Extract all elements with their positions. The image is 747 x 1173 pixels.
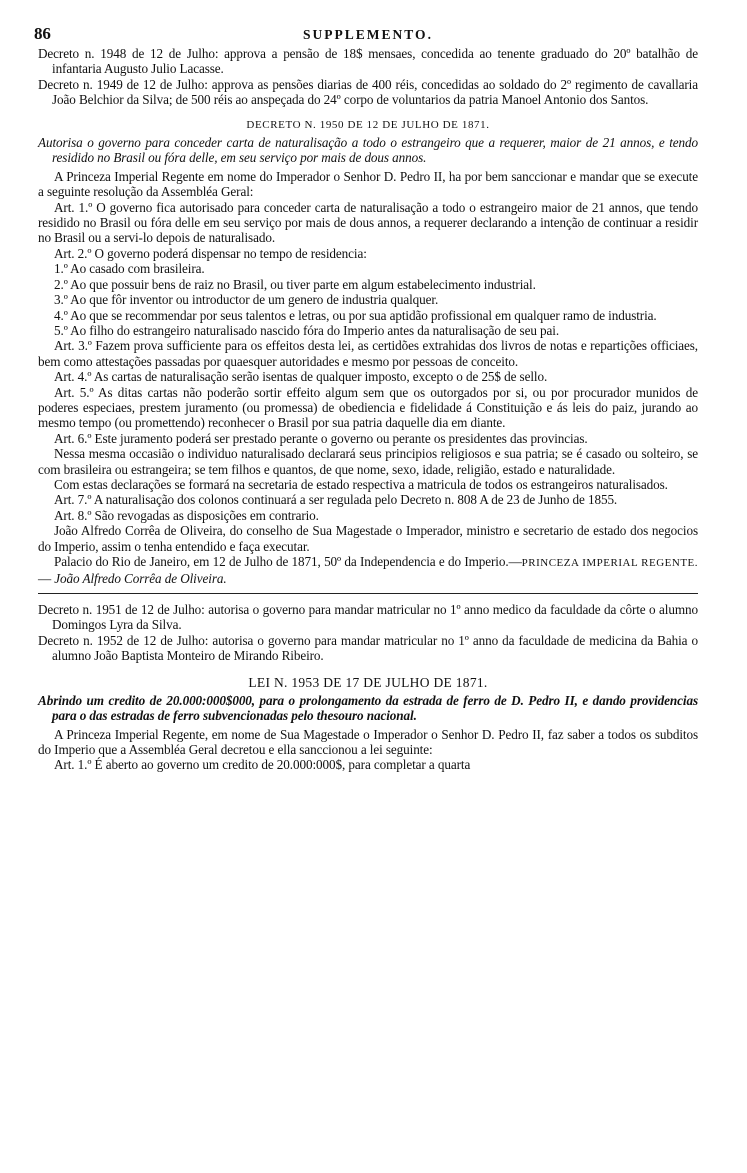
document-page — [34, 20, 699, 773]
article-1: Art. 1.º O governo fica autorisado para conceder carta de naturalisação a todo o estrangeiro maior de 21 annos, que tendo residido no Brasil ou fóra delle em seu serviço por mais de dous annos, a requerer declarando a intenção de continuar a residir no Brasil ou a servi-lo depois de naturalisado. — [38, 199, 698, 246]
article-6: Art. 6.º Este juramento poderá ser prestado perante o governo ou perante os presidentes das provincias. — [54, 430, 588, 446]
signature-prefix: — — [508, 554, 522, 569]
decree-1952-entry: Decreto n. 1952 de 12 de Julho: autorisa o governo para mandar matricular no 1º anno da faculdade de medicina da Bahia o alumno João Baptista Monteiro de Mirando Ribeiro. — [38, 632, 698, 664]
decree-1951-entry: Decreto n. 1951 de 12 de Julho: autorisa o governo para mandar matricular no 1º anno medico da faculdade da côrte o alumno Domingos Lyra da Silva. — [38, 601, 698, 633]
article-2-item-4: 4.º Ao que se recommendar por seus talentos e letras, ou por sua aptidão profissional em qualquer ramo de industria. — [54, 307, 657, 323]
running-head — [34, 20, 698, 46]
article-5: Art. 5.º As ditas cartas não poderão sortir effeito algum sem que os outorgados por si, ou por procurador munidos de poderes especiaes, prestem juramento (ou promessa) de obediencia e fidelidade á Constituição e ás leis do paiz, jurando ao mesmo tempo (ou promettendo) reconhecer o Brasil por sua patria daquelle dia em diante. — [38, 384, 698, 431]
running-title: SUPPLEMENTO. — [303, 27, 433, 42]
article-2-item-5: 5.º Ao filho do estrangeiro naturalisado nascido fóra do Imperio antes da naturalisação de seu pai. — [54, 322, 560, 338]
article-2: Art. 2.º O governo poderá dispensar no tempo de residencia: — [54, 245, 367, 261]
dating-text: Palacio do Rio de Janeiro, em 12 de Julho de 1871, 50º da Independencia e do Imperio. — [54, 554, 509, 569]
law-1953-enacting-clause: A Princeza Imperial Regente, em nome de Sua Magestade o Imperador o Senhor D. Pedro II, faz saber a todos os subditos do Imperio que a Assembléa Geral decretou e ella sanccionou a lei seguinte: — [38, 726, 698, 758]
decree-1948-entry: Decreto n. 1948 de 12 de Julho: approva a pensão de 18$ mensaes, concedida ao tenente graduado do 20º batalhão de infantaria Augusto Julio Lacasse. — [38, 46, 698, 77]
minister-clause: João Alfredo Corrêa de Oliveira, do conselho de Sua Magestade o Imperador, ministro e secretario de estado dos negocios do Imperio, assim o tenha entendido e faça executar. — [38, 523, 698, 554]
enacting-clause: A Princeza Imperial Regente em nome do Imperador o Senhor D. Pedro II, ha por bem sanccionar e mandar que se execute a seguinte resolução da Assembléa Geral: — [38, 168, 698, 200]
decree-1950-summary: Autorisa o governo para conceder carta de naturalisação a todo o estrangeiro que a requerer, maior de 21 annos, e tendo residido no Brasil ou fóra delle, em seu serviço por mais de dous annos. — [38, 135, 698, 166]
article-3: Art. 3.º Fazem prova sufficiente para os effeitos desta lei, as certidões extrahidas dos livros de notas e repartições officiaes, bem como attestações passadas por quaesquer autoridades e mesmo por pessoas de conceito. — [38, 338, 698, 369]
page-number: 86 — [34, 24, 51, 43]
minister-signature: João Alfredo Corrêa de Oliveira. — [54, 571, 227, 587]
article-6-registry: Com estas declarações se formará na secretaria de estado respectiva a matricula de todos os estrangeiros naturalisados. — [54, 476, 668, 492]
article-4: Art. 4.º As cartas de naturalisação serão isentas de qualquer imposto, excepto o de 25$ de sello. — [54, 369, 548, 385]
article-6-declaration: Nessa mesma occasião o individuo naturalisado declarará seus principios religiosos e sua patria; se é casado ou solteiro, se com brasileira ou estrangeira; se tem filhos e quantos, de que nome, sexo, idade, religião, estado e naturalidade. — [38, 446, 698, 477]
dating-clause — [38, 554, 698, 587]
section-divider — [38, 593, 698, 594]
decree-1950-heading: DECRETO N. 1950 DE 12 DE JULHO DE 1871. — [246, 118, 490, 131]
signature-separator: — — [38, 571, 52, 587]
law-1953-summary: Abrindo um credito de 20.000:000$000, para o prolongamento da estrada de ferro de D. Pedro II, e dando providencias para o das estradas de ferro subvencionadas pelo thesouro nacional. — [38, 692, 698, 724]
law-1953-heading: LEI N. 1953 DE 17 DE JULHO DE 1871. — [248, 675, 488, 691]
regent-signature: PRINCEZA IMPERIAL REGENTE. — [521, 557, 699, 569]
article-2-item-2: 2.º Ao que possuir bens de raiz no Brasil, ou tiver parte em algum estabelecimento industrial. — [54, 276, 536, 292]
article-7: Art. 7.º A naturalisação dos colonos continuará a ser regulada pelo Decreto n. 808 A de 23 de Junho de 1855. — [54, 492, 618, 508]
article-2-item-1: 1.º Ao casado com brasileira. — [54, 261, 205, 277]
decree-1949-entry: Decreto n. 1949 de 12 de Julho: approva as pensões diarias de 400 réis, concedidas ao soldado do 2º regimento de cavallaria João Belchior da Silva; de 500 réis ao anspeçada do 24º corpo de voluntarios da patria Manoel Antonio dos Santos. — [38, 76, 698, 108]
article-2-item-3: 3.º Ao que fôr inventor ou introductor de um genero de industria qualquer. — [54, 292, 439, 308]
law-1953-article-1: Art. 1.º É aberto ao governo um credito de 20.000:000$, para completar a quarta — [54, 757, 471, 773]
article-8: Art. 8.º São revogadas as disposições em contrario. — [54, 507, 319, 523]
